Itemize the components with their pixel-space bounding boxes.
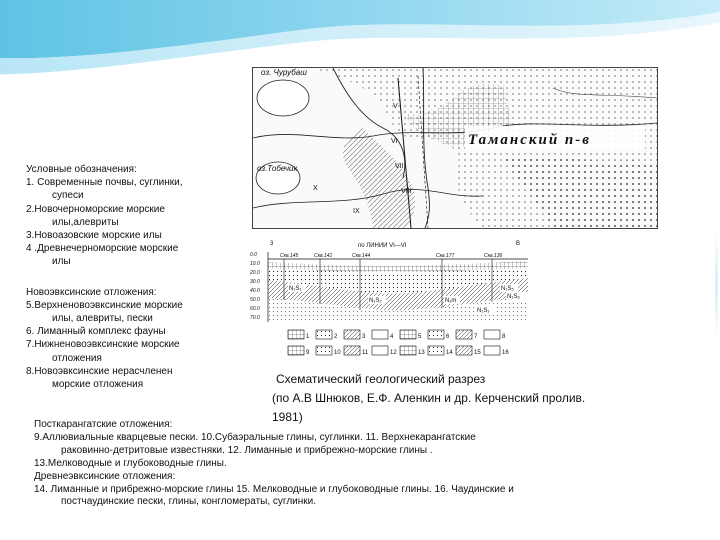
legend-item-continued: супеси [52, 190, 84, 202]
unit-label: N₁S₂ [369, 298, 382, 304]
legend-item: 6. Лиманный комплекс фауны [26, 326, 166, 338]
unit-label: N₁S₁ [477, 308, 490, 314]
legend-swatch [400, 346, 416, 355]
legend-swatch [372, 330, 388, 339]
legend-swatch-number: 1 [306, 334, 310, 340]
legend-swatch-number: 7 [474, 334, 478, 340]
legend-swatch-number: 14 [446, 350, 453, 356]
well-label: Скв.136 [484, 253, 503, 259]
side-decoration [715, 230, 718, 340]
well-label: Скв.145 [280, 253, 299, 259]
depth-tick: 50.0 [250, 297, 260, 303]
legend-swatch [484, 346, 500, 355]
legend-swatch-number: 10 [334, 350, 341, 356]
legend-item-continued: морские отложения [52, 379, 144, 391]
legend-swatch-number: 15 [474, 350, 481, 356]
roman-label-3: VII [395, 163, 404, 170]
legend-item: 4 .Древнечерноморские морские [26, 243, 179, 255]
legend-swatch-number: 4 [390, 334, 394, 340]
lake-tobechik-label: оз.Тобечик [257, 164, 298, 173]
roman-label-5: IX [353, 208, 360, 215]
lake-churubash-label: оз. Чурубаш [261, 68, 307, 77]
legend-swatch [428, 330, 444, 339]
legend-item: 2.Новочерноморские морские [26, 203, 165, 215]
legend-swatch-number: 11 [362, 350, 369, 356]
legend-item: 8.Новоэвксинские нерасчленен [26, 365, 173, 377]
roman-label-4: VIII [401, 188, 412, 195]
depth-tick: 0.0 [250, 252, 257, 258]
depth-tick: 20.0 [250, 270, 260, 276]
legend-left [26, 163, 266, 391]
unit-label: N₁S₆ [507, 294, 520, 300]
legend-swatch-number: 6 [446, 334, 450, 340]
legend-item: 5.Верхненовоэвксинские морские [26, 299, 183, 311]
legend-swatch [428, 346, 444, 355]
legend-item-continued: илы,алевриты [52, 216, 119, 228]
legend-swatch [288, 330, 304, 339]
roman-label-1: V [393, 103, 398, 110]
legend-title: Условные обозначения: [26, 164, 137, 175]
depth-tick: 60.0 [250, 306, 260, 312]
legend-text: 13.Мелководные и глубоководные глины. [34, 457, 227, 469]
legend-text: раковинно-детритовые известняки. 12. Лиманные и прибрежно-морские глины . [61, 444, 433, 456]
legend-item: 1. Современные почвы, суглинки, [26, 177, 183, 189]
legend-item-continued: илы [52, 256, 71, 268]
legend-swatch [484, 330, 500, 339]
legend-item-continued: илы, алевриты, пески [52, 313, 153, 325]
legend-swatch [316, 346, 332, 355]
legend-swatch-number: 16 [502, 350, 509, 356]
well-label: Скв.177 [436, 253, 455, 259]
roman-label-2: VI [391, 138, 398, 145]
legend-group-title: Древнеэвксинские отложения: [34, 470, 176, 482]
roman-label-6: X [313, 185, 318, 192]
section-left-marker: 3 [270, 241, 274, 247]
depth-tick: 30.0 [250, 279, 260, 285]
legend-swatch-number: 3 [362, 334, 366, 340]
legend-group-title: Посткарангатские отложения: [34, 419, 173, 430]
legend-swatch-number: 13 [418, 350, 425, 356]
depth-tick: 70.0 [250, 315, 260, 321]
legend-swatch [344, 346, 360, 355]
depth-tick: 40.0 [250, 288, 260, 294]
legend-swatch-number: 5 [418, 334, 422, 340]
legend-swatch [456, 330, 472, 339]
well-label: Скв.141 [314, 253, 333, 259]
legend-swatch-number: 2 [334, 334, 338, 340]
legend-swatch-number: 9 [306, 350, 310, 356]
legend-swatch-number: 12 [390, 350, 397, 356]
caption-line: Схематический геологический разрез [276, 372, 486, 386]
depth-tick: 10.0 [250, 261, 260, 267]
unit-label: N₁m [445, 298, 457, 304]
geological-map [252, 67, 658, 229]
legend-item: 7.Нижненовоэвксинские морские [26, 339, 180, 351]
legend-group-title: Новоэвксинские отложения: [26, 286, 157, 298]
unit-label: N₁S₁ [289, 286, 302, 292]
peninsula-label: Таманский п-в [468, 132, 591, 148]
caption-line: (по А.В Шнюков, Е.Ф. Аленкин и др. Керченский пролив. [272, 391, 586, 405]
legend-swatch [456, 346, 472, 355]
well-label: Скв.144 [352, 253, 371, 259]
legend-item: 3.Новоазовские морские илы [26, 230, 162, 242]
legend-item-continued: отложения [52, 352, 102, 364]
legend-swatch [372, 346, 388, 355]
legend-text: постчаудинские пески, глины, конгломераты, суглинки. [61, 496, 317, 508]
legend-swatch [288, 346, 304, 355]
legend-text: 14. Лиманные и прибрежно-морские глины 15. Мелководные и глубоководные глины. 16. Чаудинские и [34, 483, 514, 495]
caption-line: 1981) [272, 410, 303, 424]
legend-swatch [344, 330, 360, 339]
section-right-marker: B [516, 241, 521, 247]
unit-label: N₁S₅ [501, 286, 514, 292]
legend-text: 9.Аллювиальные кварцевые пески. 10.Субаэральные глины, суглинки. 11. Верхнекарангатские [34, 431, 476, 443]
legend-bottom [34, 419, 634, 509]
profile-label: по ЛИНИИ VI—VI [358, 243, 407, 249]
legend-swatch [316, 330, 332, 339]
legend-swatch [400, 330, 416, 339]
legend-swatch-number: 8 [502, 334, 506, 340]
geological-cross-section [248, 238, 533, 360]
